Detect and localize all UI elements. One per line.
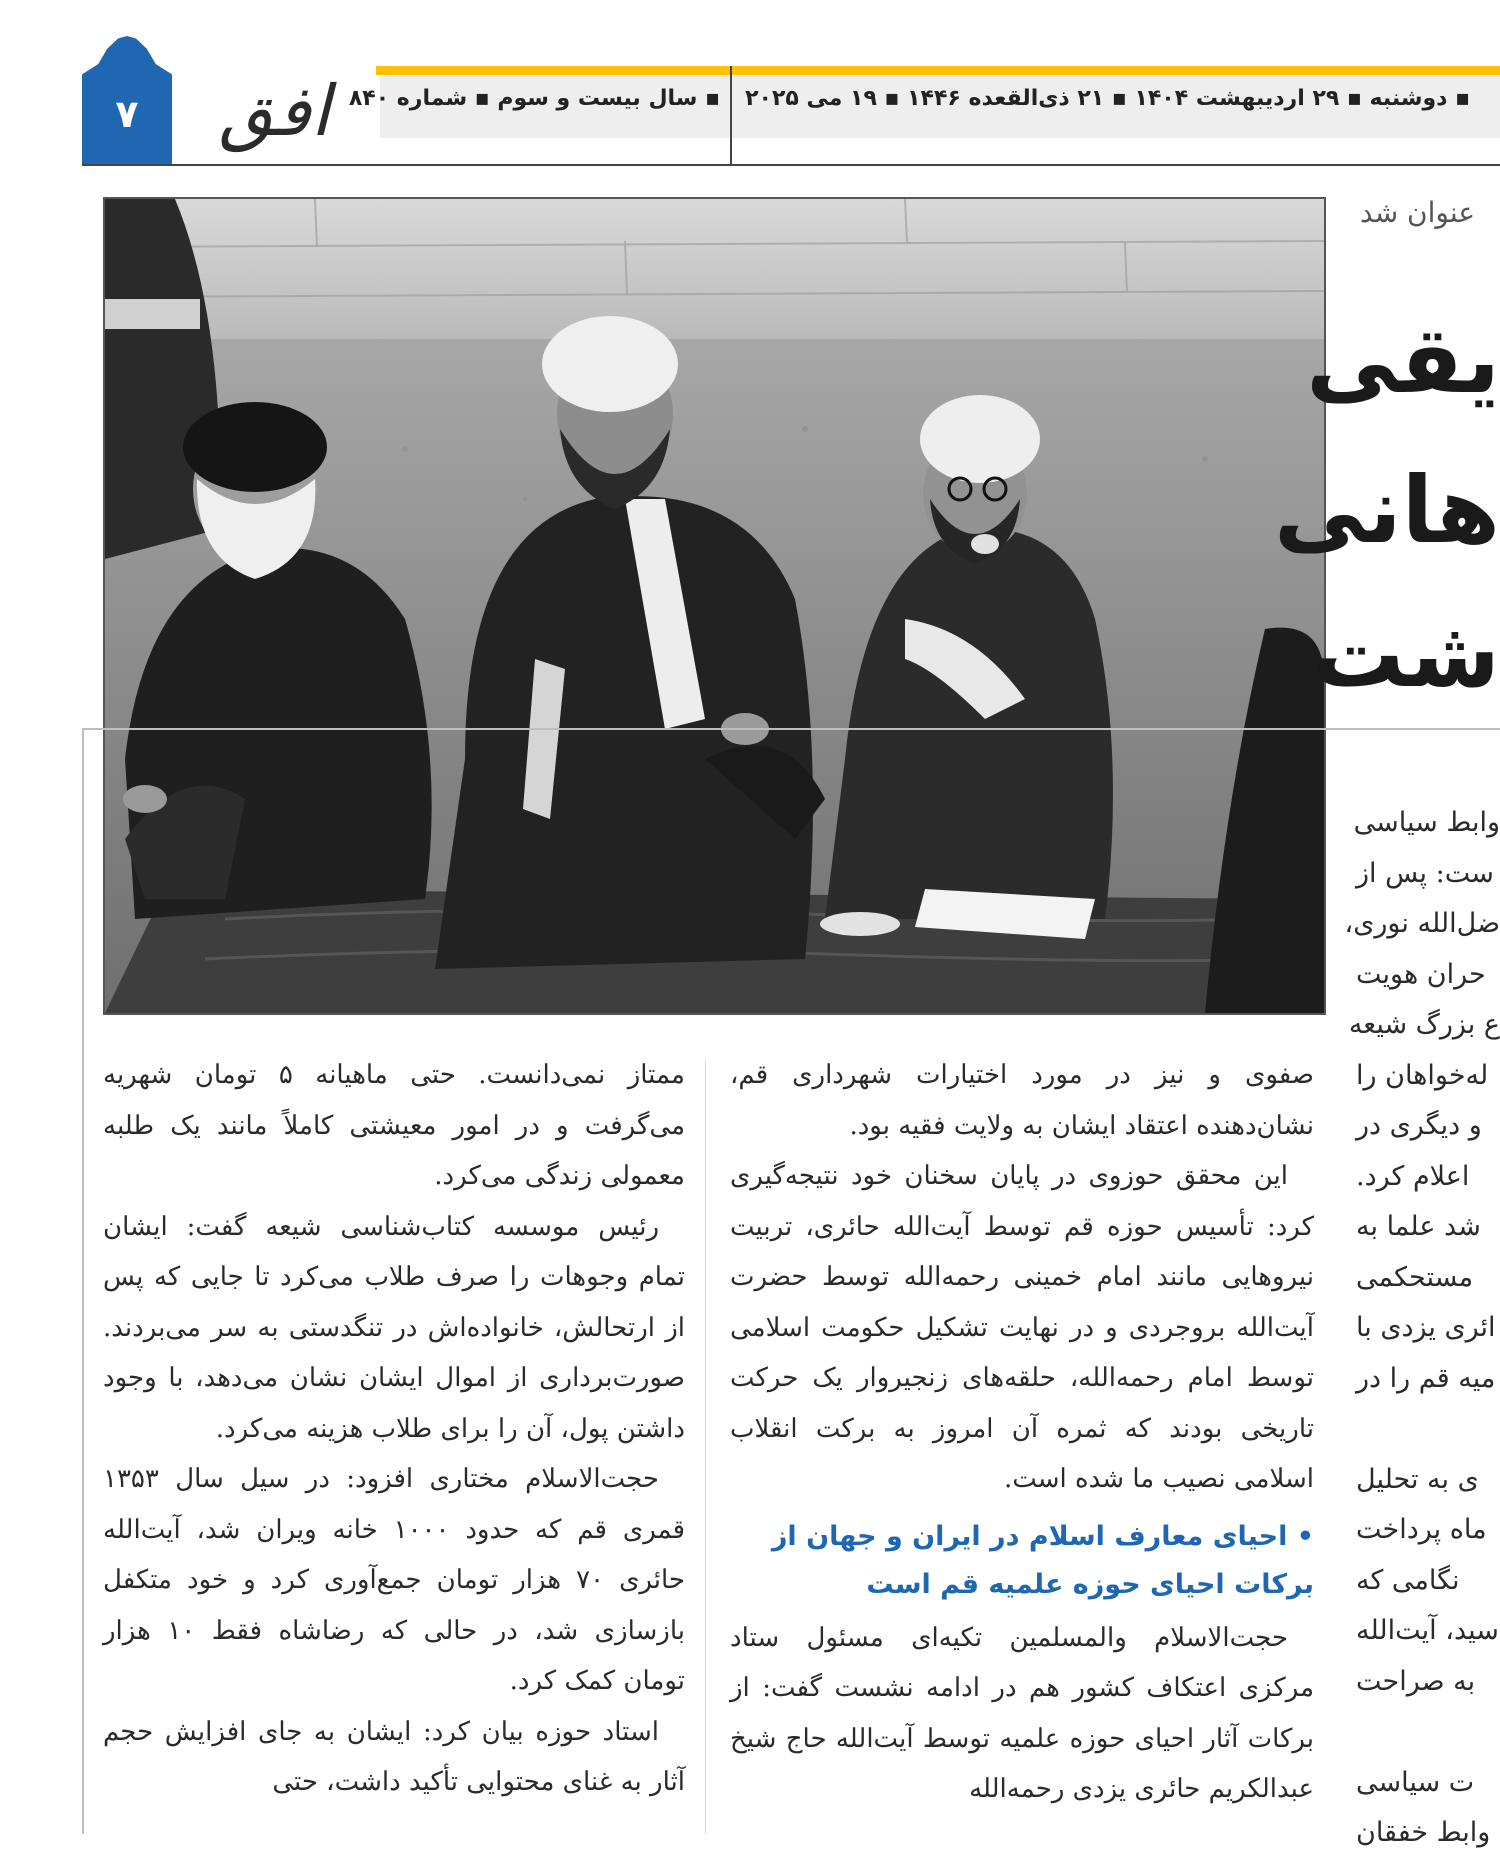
page-number: ۷	[115, 92, 139, 136]
paragraph: استاد حوزه بیان کرد: ایشان به جای افزایش حجم آثار به غنای محتوایی تأکید داشت، حتی	[103, 1716, 685, 1797]
text-line: وابط خفقان	[1356, 1817, 1491, 1848]
headline-line-3: شت	[1312, 601, 1500, 708]
header-rule	[82, 164, 1500, 166]
headline-line-1: یقی	[1306, 307, 1500, 414]
text-line: و دیگری در	[1356, 1110, 1482, 1141]
text-line: ضل‌الله نوری،	[1344, 908, 1500, 939]
text-line: ائری یزدی با	[1356, 1312, 1496, 1343]
text-line: ماه پرداخت	[1356, 1514, 1487, 1545]
article-column-left	[103, 1050, 685, 1834]
text-line: نگامی که	[1356, 1564, 1460, 1596]
right-article-column	[1344, 798, 1500, 1848]
historical-photo	[103, 197, 1326, 1015]
text-line: حران هویت	[1356, 958, 1486, 990]
paragraph: رئیس موسسه کتاب‌شناسی شیعه گفت: ایشان تمام وجوهات را صرف طلاب می‌کرد تا جایی که پس از ارتحالش، خانواده‌اش در تنگدستی به سر می‌بردند. صورت‌برداری از اموال ایشان نشان می‌دهد، با وجود داشتن پول، آن را برای طلاب هزینه می‌کرد.	[103, 1211, 685, 1444]
kicker: عنوان شد	[1360, 196, 1476, 229]
paragraph: صفوی و نیز در مورد اختیارات شهرداری قم، نشان‌دهنده اعتقاد ایشان به ولایت فقیه بود.	[730, 1060, 1314, 1141]
headline-line-2: هانی	[1274, 457, 1500, 564]
section-divider	[82, 728, 1500, 730]
text-line: مستحکمی	[1356, 1261, 1474, 1293]
column-divider	[705, 1060, 706, 1834]
text-line: له‌خواهان را	[1356, 1059, 1489, 1091]
section-divider-left	[82, 728, 84, 1834]
text-line: میه قم را در	[1356, 1362, 1496, 1394]
text-line: سید، آیت‌الله	[1356, 1615, 1499, 1646]
text-line	[1356, 1707, 1500, 1758]
text-line: ست: پس از	[1356, 857, 1494, 889]
issue-info: ▪ سال بیست و سوم ▪ شماره ۸۴۰	[348, 86, 720, 111]
paragraph: حجت‌الاسلام مختاری افزود: در سیل سال ۱۳۵۳ قمری قم که حدود ۱۰۰۰ خانه ویران شد، آیت‌الله حائری ۷۰ هزار تومان جمع‌آوری کرد و خود متکفل بازسازی شد، در حالی که رضاشاه فقط ۱۰ هزار تومان کمک کرد.	[103, 1464, 685, 1696]
paragraph: ممتاز نمی‌دانست. حتی ماهیانه ۵ تومان شهریه می‌گرفت و در امور معیشتی کاملاً مانند یک طلبه معمولی زندگی می‌کرد.	[103, 1060, 685, 1191]
header-divider	[730, 66, 732, 166]
newspaper-logo: افق	[218, 70, 331, 152]
text-line: وابط سیاسی	[1353, 807, 1500, 838]
text-line: ت سیاسی	[1356, 1766, 1475, 1798]
text-line: شد علما به	[1356, 1211, 1481, 1242]
clerics-photo-illustration	[105, 199, 1324, 1013]
text-line: ی به تحلیل	[1356, 1463, 1479, 1495]
paragraph: حجت‌الاسلام والمسلمین تکیه‌ای مسئول ستاد مرکزی اعتکاف کشور هم در ادامه نشست گفت: از برکات آثار احیای حوزه علمیه توسط آیت‌الله حاج شیخ عبدالکریم حائری یزدی رحمه‌الله	[730, 1622, 1314, 1804]
text-line	[1356, 1404, 1500, 1455]
text-line: اعلام کرد.	[1356, 1160, 1470, 1192]
date-line: ▪ دوشنبه ▪ ۲۹ اردیبهشت ۱۴۰۴ ▪ ۲۱ ذی‌القعده ۱۴۴۶ ▪ ۱۹ می ۲۰۲۵	[745, 86, 1470, 111]
text-line: ع بزرگ شیعه	[1348, 1009, 1500, 1040]
paragraph: این محقق حوزوی در پایان سخنان خود نتیجه‌گیری کرد: تأسیس حوزه قم توسط آیت‌الله حائری، تربیت نیروهایی مانند امام خمینی رحمه‌الله توسط حضرت آیت‌الله بروجردی و در نهایت تشکیل حکومت اسلامی توسط امام رحمه‌الله، حلقه‌های زنجیروار یک حرکت تاریخی بودند که ثمره آن امروز به برکت انقلاب اسلامی نصیب ما شده است.	[730, 1161, 1314, 1494]
subheading: • احیای معارف اسلام در ایران و جهان از برکات احیای حوزه علمیه قم است	[771, 1520, 1314, 1600]
article-column-middle	[730, 1050, 1314, 1834]
text-line: به صراحت	[1356, 1665, 1476, 1697]
